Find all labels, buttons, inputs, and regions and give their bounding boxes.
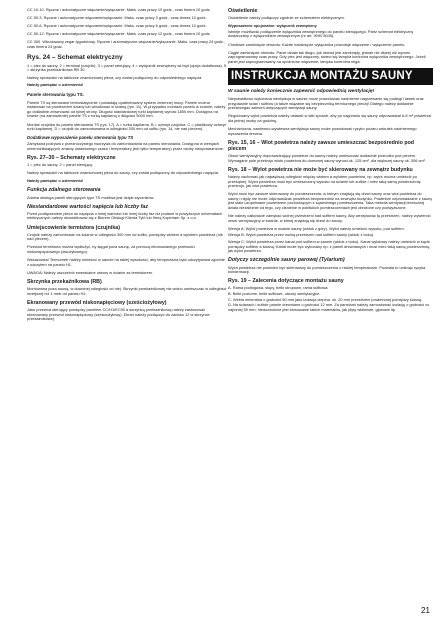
rys18-text3: Nie należy całkowicie zamykać wolnej przestrzeni nad sufitem sauny. Aby wentylować tę przestrzeń, należy wywiercić otwór wentylacyjny w ścianie, w której znajdują się drzwi do sauny. [228,213,431,223]
skrz-text: Montowana poza sauną, w dowolnej odległości od niej. Skrzynki przekaźnikowej nie wolno umieszczać w odległości mniejszej niż 1 metr od panelu H1. [27,286,227,296]
skrz-title: Skrzynka przekaźnikowa (RB) [27,278,102,285]
wyp-text: Istnieje możliwość podłączenie wyłącznika zewnętrznego do panelu sterującego. Patrz schemat elektryczny dostarczany z wyłącznikiem zewnętrznym (nr art. 9090 8045). [228,28,414,39]
ciagle-text: Ciągłe zamknięcie obwodu: Panel działa tak długo, jak obwód jest zamknięty, jednak nie dłużej niż wynosi zaprogramowany czas pracy. Gdy piec jest włączony, świeci się lampka kontrolna wyłącznika zewnętrznego. Jeżeli panel jest zaprogramowany na opóźnione włączenie, lampka kontrolna miga. [228,49,426,64]
funk-title: Funkcja zdalnego sterowania [27,187,101,194]
ts-text2: Montaż czujnika do panelu sterowania TS (rys. 17). A = rurka kapilarna. B = uchwyt czujnika. C = plastikowy uchwyt rurki kapilarnej. D = czujnik do zamontowania w odległości 300 mm od sufitu (rys. 14, nie nad piecem). [27,121,226,132]
went-text: Nieprawidłowo wykonana wentylacja w saunie może powodować nadmierne nagrzewanie się podłogi i ławek oraz przypalanie ścian i sufitów (a także wiązanie się bezpieczniką termicznego pieca)! Dlatego należy dokładnie przestrzegać zaleceń dotyczących wentylacji sauny. [228,96,424,111]
variant-c: Wersja C: Wylot powietrza przez kanał pod sufitem w saunie (widok z boku). Kanał wylotowy należy umieścić w kącie pomiędzy sufitem a ścianą. Kanał może być wykonany np. z paneli drewnianych i musi mieć taką samą powierzchnię, jak wylot powietrza. [228,239,431,254]
umie-text3: Wskazówka! Termometr należy umieścić w saunie na takiej wysokości, aby temperatura była odczytywana zgodnie z odczytem na panelu H1. [27,257,225,267]
cc-item: CC 300. Wbudowany zegar tygodniowy. Ręczne i automatyczne włączanie/wyłączanie. Maks. czas pracy 24 godz., czas timera 24 godz. [27,39,226,49]
umie-title: Umiejscowienie termistora (czujnika) [27,224,121,231]
cc-item: CC 50-12. Ręczne i automatyczne włączanie/wyłączanie. Maks. czas pracy 12 godz., czas timera 10 godz. [27,31,211,37]
umie-text4: UWAGA! Należy uszczelnić ewentualne otwory w ścianie za termistorem. [27,269,154,275]
cc-item: CC 50-6. Ręczne i automatyczne włączanie/wyłączanie. Maks. czas pracy 6 godz., czas timera 10 godz. [27,23,207,29]
dot-title: Dotyczy szczególnie sauny parowej (Tylarium) [228,257,345,264]
rys18-title: Rys. 18 – Wylot powietrza nie może być skierowany na zewnątrz budynku [228,166,413,173]
left-column [27,8,227,325]
list-item: A. Rama podłogowa, słupy, belki stropowe, rama sufitowa. [228,285,329,291]
rys24-ground: Należy pamiętać o uziemieniu! [27,81,84,87]
went-title: W saunie należy koniecznie zapewnić odpowiednią wentylację! [228,89,375,95]
right-column [228,8,433,313]
rys27-text: 1 = piec do sauny, 2 = panel sterujący. [27,162,94,168]
nies-text: Przed podłączeniem pieca do napięcia o innej wartości lub innej liczby faz niż podane w powyższych schematach elektrycznych należy skontaktować się z Biurem Obsługi Klienta Tylö lub firmą Kopertam Sp. z o.o. [27,210,223,221]
section-banner: INSTRUKCJA MONTAŻU SAUNY [228,68,433,85]
rys27-title: Rys. 27–30 – Schematy elektryczne [27,154,116,161]
ekr-text: Jako przewód sterujący pomiędzy panelem CC/H1/EC50 a skrzynką przekaźnikową należy zastosować ekranowany przewód niskonapięciowy (sześciożyłowy). Ekran należy podłączyć do zacisku 12 w skrzynce przekaźnikowej. [27,307,210,322]
rys18-text: Należy zachować jak największą odległość między wlotem a wylotem powietrza, np. wylot można umieścić po przekątnej. Wylot powietrza musi być umieszczony wysoko na ścianie lub suficie i mieć taką samą powierzchnię przekroju, jak wlot powietrza. [228,174,421,189]
cc-item: CC 10-10. Ręczne i automatyczne włączanie/wyłączanie. Maks. czas pracy 10 godz., czas timera 10 godz. [27,7,211,12]
rys27-ground: Należy pamiętać o uziemieniu! [27,178,84,184]
funk-text: Zdalna obsługa paneli sterujących typu TS możliwa jest dzięki styczników. [27,194,155,200]
dot-text: Wylot powietrza nie powinien być skierowany do pomieszczenia o niskiej temperaturze. Pozwala to uniknąć ryzyka kondensacji. [228,264,426,275]
nies-title: Niestandardowe wartości napięcia lub liczby faz [27,203,148,210]
ts-wyp-text: Zamykana pokrywa z przezroczystego tworzywa do zamontowania na panelu sterowania. Dostępna w wersjach uniemożliwiających zmiany ustawionego czasu i temperatury (tub tylko temperatury) przez osoby nieupoważnione. [27,141,225,151]
variant-b: Wersja B: Wylot powietrza przez wolną przestrzeń nad sufitem sauny (widok z boku). [228,232,375,238]
rys27-note: Należy sprawdzić na tabliczce znamionowej pieca do sauny, czy został podłączony do odpowiedniego napięcia. [27,170,219,176]
osw-text: Oświetlenie należy podłączyć zgodnie ze schematem elektrycznym. [228,15,345,21]
ts-wyp-title: Dodatkowe wyposażenie panelu sterowania typu TS [27,135,134,141]
ts-text: Panele TS są sterowane termostatycznie i posiadają opatentowany system zmiennej mocy. Panele można instalować na powierzchni ściany lub wbudować w ścianę (rys. 11). W przypadku montażu panelu w ścianie, należy go dokładnie zrównować od tylnej strony. Długość standardowej rurki kapilarnej wynosi 1850 mm. Dostępna na równie (na zamówienie) panele TS z rurką kapilarną o długości 5000 mm. [27,99,226,119]
osw-title: Oświetlenie [228,8,258,14]
rys24-text: 1 = piec do sauny, 2 = terminal (czujnik), 3 = panel sterujący, 4 = wyłącznik zewnętrzny wł./wył (opcja dodatkowa). 5 = skrzynka przekaźnikowa RB 30. [27,62,227,73]
rys18-text2: Wylot musi być zawsze skierowany do pomieszczenia, w którym znajdują się drzwi sauny oraz wlot powietrza do sauny i nigdy nie może odprowadzać powietrza bezpośrednio na zewnątrz budynku. Powietrze odprowadzane z sauny jest stale uzupełniane powietrzem pochodzącym z sąsiedniego pomieszczenia. Taka metoda wentylacji termicznej działa niezależnie od tego, czy ciśnienie w pobliskich pomieszczeniach jest obniżone czy podwyższone. [228,191,433,211]
list-item: C. Wełna mineralna o grubości 50 mm jako izolacja cieplna. ok. 20 mm przestrzeni powietrznej pomiędzy ścianą. [228,296,423,302]
ts-title: Panele sterowania typu TS. [27,91,84,97]
rys19-list [228,286,433,312]
ekr-title: Ekranowany przewód niskonapięciowy (sześciożyłowy) [27,299,167,306]
umie-text2: Przewód termistora można wydłużyć, by sięgał poza saunę, za pomocą ekranowanego przewodu niskonapięciowego (dwużyłowego). [27,244,195,255]
rys19-title: Rys. 19 – Zalecenia dotyczące montażu sauny [228,278,344,285]
umie-text: Czujnik należy zamontować na ścianie w odległości 300 mm od sufitu, pomiędzy wlotem a wylotem powietrza (nie nad piecem). [27,231,223,242]
rys15-title: Rys. 15, 16 – Wlot powietrza należy zawsze umieszczać bezpośrednio pod piecem [228,139,415,152]
rys24-note: Należy sprawdzić na tabliczce znamionowej pieca, czy został podłączony do odpowiedniego napięcia. [27,75,203,81]
went-text2: Regulowany wylot powietrza należy ustawić w taki sposób, aby po nagrzaniu się sauny odprowadzał 6-8 m³ powietrza dla jednej osoby na godzinę. [228,113,431,123]
cc-item: CC 50-3. Ręczne i automatyczne włączanie/wyłączanie. Maks. czas pracy 3 godz., czas timera 10 godz. [27,15,207,21]
wyp-title: Wyposażenie opcjonalne: wyłącznik zewnętrzny [228,23,317,29]
list-item: B. Belki poziome, belki sufitowe, otwory wentylacyjne. [228,291,321,296]
list-item: D. Na ścianach i suficie panele drewniane o grubości 12 mm. Za panelami należy zamontować izolację o grubości co najmniej 50 mm, niedozwolone jest stosowanie takich materiałów, jak płyty włókniste, gipsowe itp. [228,302,430,312]
page-number: 21 [421,606,430,615]
rys24-title: Rys. 24 – Schemat elektryczny [27,53,123,61]
chwil-text: Chwilowe zamknięcie obwodu: Każde naciśnięcie wyłącznika powoduje włączenie / wyłączenie panelu. [228,41,406,47]
went-text3: Mechaniczna, nawiewno-wywiewna wentylacja sauny może powodować ryzyko pożaru wskutek nadmiernego wysuszenia drewna. [228,126,417,136]
rys15-text: Otwór wentylacyjny doprowadzający powietrze do sauny należy umieszczać dokładnie pośrodku pod piecem. Wymagane pole przekroju wlotu powietrza do domowej sauny wynosi ok. 125 cm², dla większej sauny ok. 306 cm². [228,153,427,163]
variant-a: Wersja A: Wylot powietrza w ścianie sauny (widok z góry). Wylot należy umieścić wysoko, pod sufitem. [228,225,405,231]
